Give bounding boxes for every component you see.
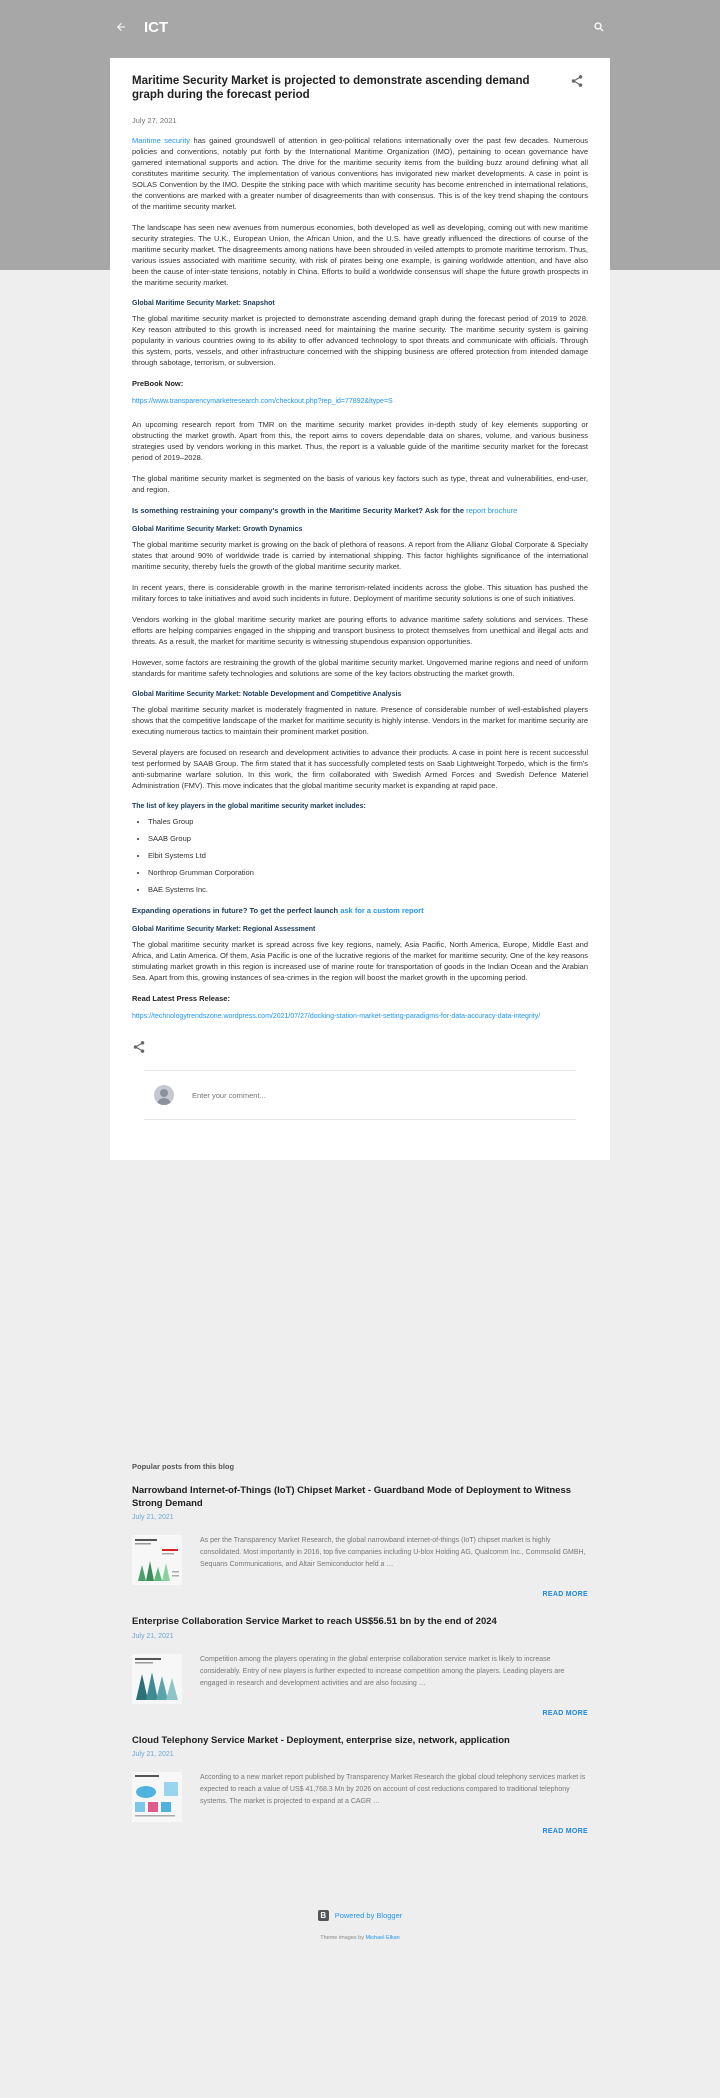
read-more-link[interactable]: READ MORE (542, 1709, 588, 1717)
paragraph: The global maritime security market is moderately fragmented in nature. Presence of considerable number of well-established players shows that the competitive landscape of the market for maritime security is highly intense. Vendors in the market for maritime security are executing numerous tactics to maintain their prominent market position. (132, 705, 588, 736)
popular-post-date: July 21, 2021 (132, 1514, 174, 1521)
paragraph: Several players are focused on research and development activities to advance their products. A case in point here is recent successful test performed by SAAB Group. The firm stated that it has successfully completed tests on Saab Lightweight Torpedo, which is the firm's anti-submarine warfare solution. In this work, the firm collaborated with Swedish Armed Forces and Swedish Defence Materiel Administration (FMV). This move indicates that the global maritime security market is expanding at rapid pace. (132, 748, 588, 790)
share-icon[interactable] (570, 74, 588, 92)
post-card (110, 58, 610, 1160)
cta-text: Expanding operations in future? To get the perfect launch (132, 906, 341, 915)
section-heading-snapshot: Global Maritime Security Market: Snapshot (132, 300, 275, 307)
comment-box (144, 1070, 576, 1120)
report-brochure-link[interactable]: report brochure (466, 506, 518, 515)
section-heading-players: The list of key players in the global maritime security market includes: (132, 803, 366, 810)
brochure-cta (132, 505, 588, 516)
powered-by-text: Powered by Blogger (334, 1911, 403, 1920)
blogger-icon: B (318, 1910, 329, 1921)
avatar (154, 1085, 174, 1105)
paragraph: An upcoming research report from TMR on the maritime security market provides in-depth study of key elements supporting or obstructing the market growth. Apart from this, the report aims to covers dependable data on shares, volume, and various business strategies used by vendors working in this market. Thus, the report is a valuable guide of the maritime security market for the forecast period of 2019–2028. (132, 420, 588, 462)
paragraph: The global maritime security market is segmented on the basis of various key factors such as type, threat and vulnerabilities, end-user, and region. (132, 474, 588, 494)
theme-credit-prefix: Theme images by (320, 1935, 366, 1941)
custom-report-cta (132, 905, 588, 916)
popular-post-snippet: Competition among the players operating in the global enterprise collaboration service market is likely to increase considerably. Entry of new players is further expected to increase competition among the players. Leading players are engaged in research and development activities and are also focusing … (200, 1655, 565, 1687)
popular-posts (132, 1462, 588, 1853)
post-body (132, 135, 588, 1022)
popular-posts-heading: Popular posts from this blog (132, 1462, 235, 1471)
search-icon[interactable] (588, 16, 610, 38)
paragraph-text: has gained groundswell of attention in geo-political relations internationally over the past few decades. Numerous policies and conventions, notably put forth by the International Maritime Organization (IMO), pertaining to ocean governance have garnered international supports and action. The drive for the maritime security items from the building buzz around defining what all constitutes maritime security. The implementation of various conventions has invigorated new market developments. A case in point is SOLAS Convention by the IMO. Despite the striking pace with which maritime security has become entrenched in international relations, the conventions are marked with a greater number of disagreements than with consensus. This is of the key trend shaping the contours of the maritime security market. (132, 136, 588, 211)
maritime-security-link[interactable]: Maritime security (132, 136, 191, 145)
popular-post-title[interactable]: Enterprise Collaboration Service Market to reach US$56.51 bn by the end of 2024 (132, 1616, 497, 1627)
popular-post-title[interactable]: Cloud Telephony Service Market - Deployment, enterprise size, network, application (132, 1734, 510, 1746)
powered-by-blogger[interactable] (318, 1910, 403, 1921)
list-item: • Elbit Systems Ltd (148, 850, 588, 861)
popular-post-row (132, 1535, 588, 1585)
paragraph: However, some factors are restraining the growth of the global maritime security market. Ungoverned marine regions and need of uniform standards for maritime safety technologies and solutions are some of the key factors obstructing the market growth. (132, 658, 588, 678)
paragraph: The global maritime security market is growing on the back of plethora of reasons. A report from the Allianz Global Corporate & Specialty states that around 90% of worldwide trade is carried by international shipping. This factor highlights significance of the international maritime security, thereby fuels the growth of the global maritime security market. (132, 540, 588, 571)
post-thumbnail[interactable] (132, 1772, 182, 1822)
post-thumbnail[interactable] (132, 1654, 182, 1704)
press-release-label: Read Latest Press Release: (132, 994, 230, 1003)
footer (0, 1905, 720, 1941)
site-title[interactable]: ICT (144, 18, 169, 36)
paragraph (132, 135, 588, 212)
back-arrow-icon[interactable] (110, 16, 132, 38)
theme-credit (0, 1935, 720, 1941)
popular-post-date: July 21, 2021 (132, 1632, 174, 1640)
theme-author-link[interactable]: Michael Elkan (365, 1935, 400, 1941)
popular-post-title[interactable]: Narrowband Internet-of-Things (IoT) Chipset Market - Guardband Mode of Deployment to Witness Strong Demand (132, 1485, 572, 1509)
list-item: • SAAB Group (148, 833, 588, 844)
top-bar (110, 12, 610, 42)
list-item: • Thales Group (148, 816, 588, 827)
press-release-link[interactable]: https://technologytrendszone.wordpress.com/2021/07/27/docking-station-market-setting-paradigms-for-data-accuracy-data-integrity/ (132, 1013, 541, 1020)
post-thumbnail[interactable] (132, 1535, 182, 1585)
popular-post-row (132, 1654, 588, 1704)
paragraph: The global maritime security market is projected to demonstrate ascending demand graph during the forecast period of 2019 to 2028. Key reason attributed to this growth is increased need for maintaining the marine security. The maritime security system is gaining popularity in various countries owing to its ability to offer advanced technology to spot threats and communicate with officials. Through this system, ports, vessels, and other infrastructure concerned with the shipping business are offered protection from intended damage through sabotage, terrorism, or subversion. (132, 314, 588, 367)
prebook-label: PreBook Now: (132, 379, 184, 388)
paragraph: Vendors working in the global maritime security market are pouring efforts to advance maritime safety solutions and services. These efforts are helping companies engaged in the shipping and transport business to protect themselves from unethical and illegal acts and threats. As a result, the market for maritime security is witnessing stupendous expansion opportunities. (132, 615, 588, 646)
post-title: Maritime Security Market is projected to demonstrate ascending demand graph during the forecast period (132, 75, 530, 101)
paragraph: In recent years, there is considerable growth in the marine terrorism-related incidents across the globe. This situation has pushed the military forces to take initiatives and avoid such incidents in future. Deployment of maritime security solutions is one of such initiatives. (132, 583, 588, 603)
popular-post (132, 1616, 588, 1717)
section-heading-competitive: Global Maritime Security Market: Notable Development and Competitive Analysis (132, 691, 402, 698)
comment-input[interactable] (192, 1091, 492, 1100)
read-more-link[interactable]: READ MORE (542, 1828, 588, 1835)
popular-post (132, 1485, 588, 1598)
custom-report-link[interactable]: ask for a custom report (340, 906, 424, 915)
paragraph: The landscape has seen new avenues from numerous economies, both developed as well as developing, coming out with new maritime security strategies. The U.K., European Union, the African Union, and the U.S. have greatly influenced the directions of course of the maritime security market. The disagreements among nations have been shrouded in veiled attempts to promote maritime terrorism. Thus, various issues associated with maritime security, with risk of pirates being one example, is gaining worldwide attention, and have also been the cause of inter-state tensions, notably in China. Efforts to build a worldwide consensus will shape the future growth prospects in the maritime security market. (132, 223, 588, 287)
popular-post-row (132, 1772, 588, 1822)
popular-post-date: July 21, 2021 (132, 1751, 174, 1758)
key-players-list (132, 816, 588, 895)
post-header (132, 74, 588, 102)
list-item: • BAE Systems Inc. (148, 884, 588, 895)
read-more-link[interactable]: READ MORE (542, 1591, 588, 1598)
popular-post-snippet: As per the Transparency Market Research, the global narrowband internet-of-things (IoT) chipset market is highly consolidated. Most importantly in 2016, top five companies including U-blox Holding AG, Qualcomm Inc., Commsolid GMBH, Sequans Communications, and Altair Semiconductor held a … (200, 1537, 586, 1568)
popular-post (132, 1735, 588, 1836)
post-date: July 27, 2021 (132, 116, 177, 125)
popular-post-snippet: According to a new market report published by Transparency Market Research the global cloud telephony services market is expected to reach a value of US$ 41,768.3 Mn by 2026 on account of cost reductions compared to traditional telephony systems. The market is projected to expand at a CAGR … (200, 1774, 586, 1805)
list-item: • Northrop Grumman Corporation (148, 867, 588, 878)
section-heading-regional: Global Maritime Security Market: Regional Assessment (132, 926, 316, 933)
share-icon[interactable] (132, 1040, 148, 1056)
section-heading-growth: Global Maritime Security Market: Growth Dynamics (132, 526, 303, 533)
paragraph: The global maritime security market is spread across five key regions, namely, Asia Pacific, North America, Europe, Middle East and Africa, and Latin America. Of them, Asia Pacific is one of the lucrative regions of the market for maritime security. One of the key reasons stimulating market growth in this region is increased use of marine route for transportation of goods in the Indian Ocean and the Arabian Sea. Apart from this, growing instances of sea-crimes in the region will boost the market growth in the upcoming period. (132, 940, 588, 982)
prebook-link[interactable]: https://www.transparencymarketresearch.com/checkout.php?rep_id=77892&ltype=S (132, 398, 393, 405)
cta-text: Is something restraining your company's growth in the Maritime Security Market? Ask for the (132, 506, 467, 515)
